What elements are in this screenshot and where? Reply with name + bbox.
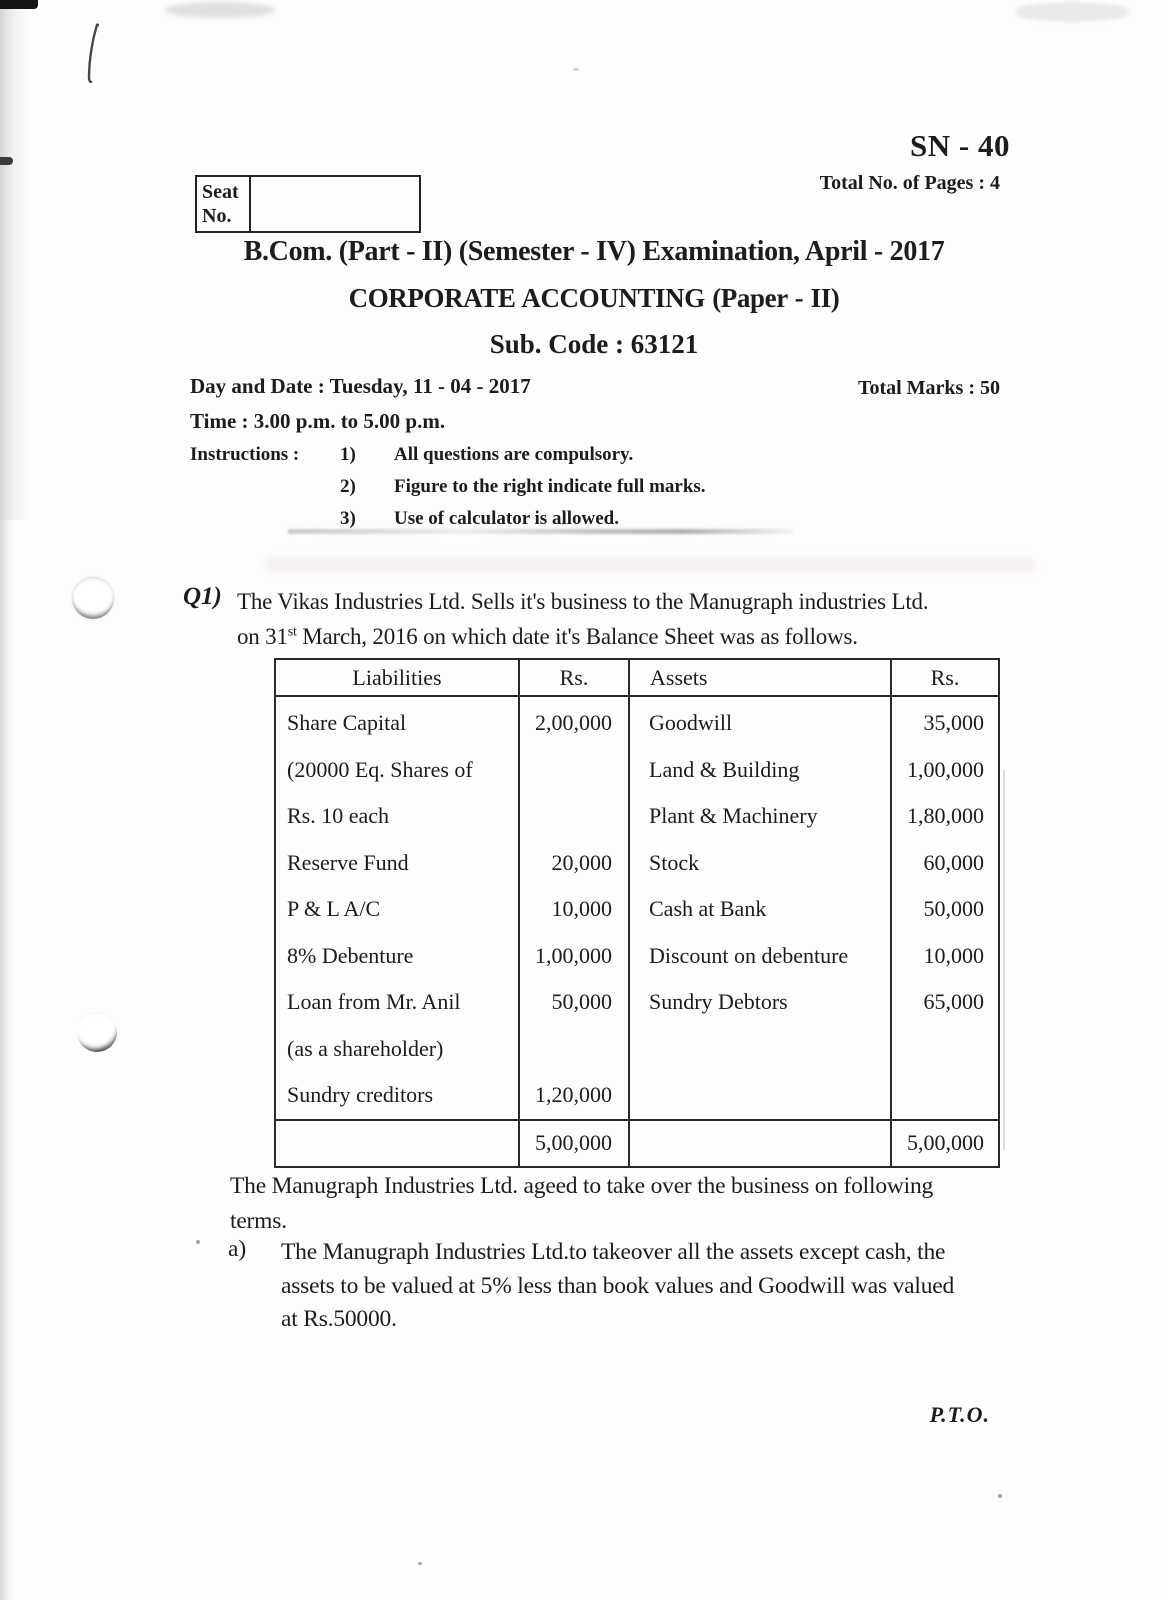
balance-sheet-total-row [276, 1119, 998, 1166]
total-cell-empty [276, 1121, 520, 1166]
time-label: Time : 3.00 p.m. to 5.00 p.m. [190, 409, 446, 433]
scan-edge-dash [0, 157, 13, 165]
assets-column [630, 697, 892, 1119]
table-cell [520, 747, 628, 794]
table-cell: Plant & Machinery [649, 803, 818, 828]
scan-speck [196, 1240, 200, 1244]
table-cell: Goodwill [649, 710, 733, 735]
scan-smudge-band [265, 558, 1035, 572]
table-cell: (as a shareholder) [287, 1035, 444, 1061]
header-liabilities: Liabilities [276, 660, 520, 695]
terms-line-2: terms. [230, 1208, 287, 1234]
table-cell: 50,000 [923, 896, 984, 921]
instruction-3-number: 3) [340, 508, 356, 529]
question-1-line-2: on 31st March, 2016 on which date it's Balance Sheet was as follows. [237, 624, 858, 649]
total-cell-empty [630, 1121, 892, 1166]
header-assets: Assets [630, 660, 892, 695]
instruction-1-number: 1) [340, 444, 356, 465]
scan-ghost-line [1003, 770, 1005, 1150]
balance-sheet-header-row [276, 660, 998, 697]
table-cell: Share Capital [287, 710, 407, 735]
instruction-2-text: Figure to the right indicate full marks. [394, 476, 706, 497]
table-cell: 8% Debenture [287, 942, 414, 968]
subject-code: Sub. Code : 63121 [489, 329, 699, 359]
superscript-st: st [287, 624, 297, 640]
pen-stroke-mark [82, 22, 104, 86]
header-rs-assets: Rs. [930, 664, 960, 690]
scan-corner-mark [0, 0, 38, 9]
table-cell: 20,000 [551, 849, 612, 875]
scan-speck [573, 68, 579, 71]
total-liabilities-amount: 5,00,000 [520, 1121, 630, 1166]
scan-edge-band-upper [0, 0, 30, 520]
table-cell: 60,000 [923, 849, 984, 875]
exam-title: B.Com. (Part - II) (Semester - IV) Examination, April - 2017 [243, 236, 945, 267]
terms-line-1: The Manugraph Industries Ltd. ageed to take over the business on following [230, 1173, 934, 1199]
table-cell: 1,00,000 [535, 942, 612, 968]
table-cell [892, 1026, 998, 1073]
scan-speck [998, 1494, 1002, 1498]
item-a-line-1: The Manugraph Industries Ltd.to takeover all the assets except cash, the [281, 1239, 946, 1265]
total-pages-label: Total No. of Pages : 4 [819, 172, 1000, 194]
instruction-1-text: All questions are compulsory. [394, 444, 634, 465]
liabilities-amount-column [520, 697, 630, 1119]
table-cell [520, 793, 628, 840]
instruction-3-text: Use of calculator is allowed. [394, 508, 619, 529]
table-cell: 50,000 [551, 989, 612, 1014]
question-1-text [237, 584, 1037, 654]
total-assets-amount: 5,00,000 [907, 1130, 984, 1155]
seat-number-box [195, 175, 421, 233]
table-cell: 1,80,000 [907, 803, 984, 828]
table-cell: 65,000 [923, 989, 984, 1014]
punch-hole-shadow-bottom [77, 1012, 117, 1052]
header-rs-liabilities: Rs. [520, 660, 630, 695]
item-a-line-2: assets to be valued at 5% less than book values and Goodwill was valued [281, 1272, 955, 1299]
table-cell: 10,000 [551, 896, 612, 921]
liabilities-column [276, 697, 520, 1119]
table-cell: Reserve Fund [287, 849, 409, 875]
question-1-line-1: The Vikas Industries Ltd. Sells it's business to the Manugraph industries Ltd. [237, 589, 929, 614]
table-cell [520, 1026, 628, 1073]
pto-label: P.T.O. [929, 1402, 990, 1427]
paper-set-code: SN - 40 [910, 128, 1010, 163]
table-cell [892, 1072, 998, 1119]
seat-number-label: Seat No. [197, 177, 251, 231]
scan-speck [418, 1562, 422, 1565]
table-cell: Land & Building [649, 756, 800, 782]
assets-amount-column [892, 697, 998, 1119]
balance-sheet-body [276, 697, 998, 1119]
table-cell: Sundry Debtors [649, 989, 788, 1014]
instructions-label: Instructions : [190, 444, 300, 465]
table-cell [630, 1026, 890, 1073]
balance-sheet-table [274, 658, 1000, 1168]
table-cell: 1,20,000 [535, 1082, 612, 1107]
table-cell: Discount on debenture [649, 942, 849, 968]
item-a-text [281, 1236, 1011, 1337]
table-cell: (20000 Eq. Shares of [287, 756, 473, 782]
table-cell [630, 1072, 890, 1119]
table-cell: Sundry creditors [287, 1082, 434, 1107]
total-marks-label: Total Marks : 50 [857, 377, 1000, 399]
table-cell: P & L A/C [287, 896, 381, 921]
day-date-label: Day and Date : Tuesday, 11 - 04 - 2017 [190, 374, 531, 398]
question-1-label: Q1) [183, 583, 222, 610]
table-cell: Rs. 10 each [287, 803, 390, 828]
punch-hole-shadow-top [72, 577, 114, 619]
scan-smudge-top-left [165, 2, 275, 18]
item-a-line-3: at Rs.50000. [281, 1306, 397, 1332]
table-cell: Stock [649, 849, 700, 875]
scan-smudge-top-right [1015, 2, 1130, 22]
terms-paragraph [230, 1169, 1040, 1239]
table-cell: 10,000 [923, 942, 984, 968]
table-cell: Loan from Mr. Anil [287, 989, 461, 1014]
table-cell: 35,000 [923, 710, 984, 735]
table-cell: 2,00,000 [535, 710, 612, 735]
seat-number-blank-field [251, 177, 419, 231]
subject-title: CORPORATE ACCOUNTING (Paper - II) [348, 283, 840, 313]
table-cell: Cash at Bank [649, 896, 767, 921]
item-a-label: a) [228, 1236, 247, 1262]
table-cell: 1,00,000 [907, 756, 984, 782]
instruction-2-number: 2) [340, 476, 356, 497]
